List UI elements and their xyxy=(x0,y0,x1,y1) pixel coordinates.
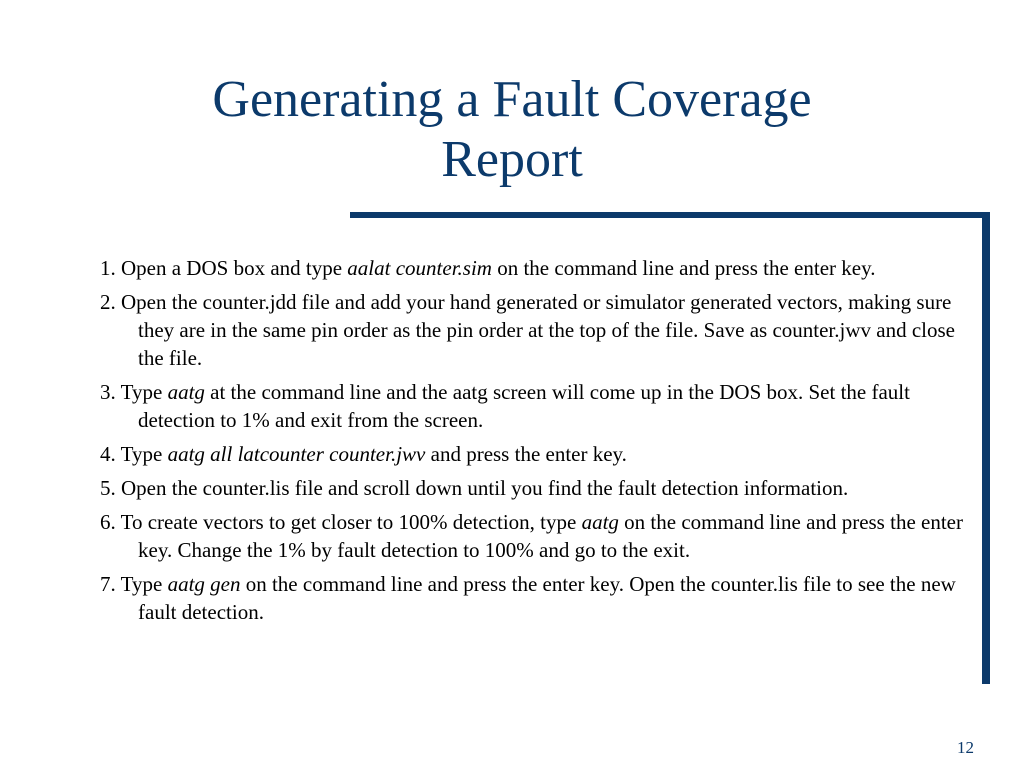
title-underline-rule xyxy=(350,212,990,218)
slide-title xyxy=(60,70,964,190)
right-border-rule xyxy=(982,212,990,684)
step-text: and press the enter key. xyxy=(425,442,627,466)
step-command: aatg all latcounter counter.jwv xyxy=(167,442,426,466)
page-number: 12 xyxy=(957,738,974,757)
instruction-step-6 xyxy=(100,508,972,564)
title-line-2: Report xyxy=(441,131,583,188)
step-text: 4. Type xyxy=(100,442,168,466)
step-text: 7. Type xyxy=(100,572,168,596)
step-command: aatg gen xyxy=(167,572,241,596)
step-text: on the command line and press the enter key. Change the 1% by fault detection to 100% and go to the exit. xyxy=(138,510,963,562)
step-text: at the command line and the aatg screen will come up in the DOS box. Set the fault detection to 1% and exit from the screen. xyxy=(138,380,910,432)
step-command: aalat counter.sim xyxy=(347,256,492,280)
step-text: on the command line and press the enter key. Open the counter.lis file to see the new fault detection. xyxy=(138,572,956,624)
instruction-step-1 xyxy=(100,254,972,282)
step-command: aatg xyxy=(581,510,619,534)
instruction-step-7 xyxy=(100,570,972,626)
step-command: aatg xyxy=(167,380,205,404)
title-line-1: Generating a Fault Coverage xyxy=(212,71,812,128)
step-text: 2. Open the counter.jdd file and add your hand generated or simulator generated vectors, making sure they are in the same pin order as the pin order at the top of the file. Save as counter.jwv and close the file. xyxy=(100,290,955,370)
step-text: on the command line and press the enter key. xyxy=(491,256,876,280)
instruction-list xyxy=(100,254,972,632)
instruction-step-5 xyxy=(100,474,972,502)
instruction-step-2 xyxy=(100,288,972,372)
instruction-step-4 xyxy=(100,440,972,468)
step-text: 5. Open the counter.lis file and scroll down until you find the fault detection information. xyxy=(100,476,849,500)
step-text: 6. To create vectors to get closer to 100% detection, type xyxy=(100,510,582,534)
instruction-step-3 xyxy=(100,378,972,434)
step-text: 1. Open a DOS box and type xyxy=(100,256,348,280)
step-text: 3. Type xyxy=(100,380,168,404)
